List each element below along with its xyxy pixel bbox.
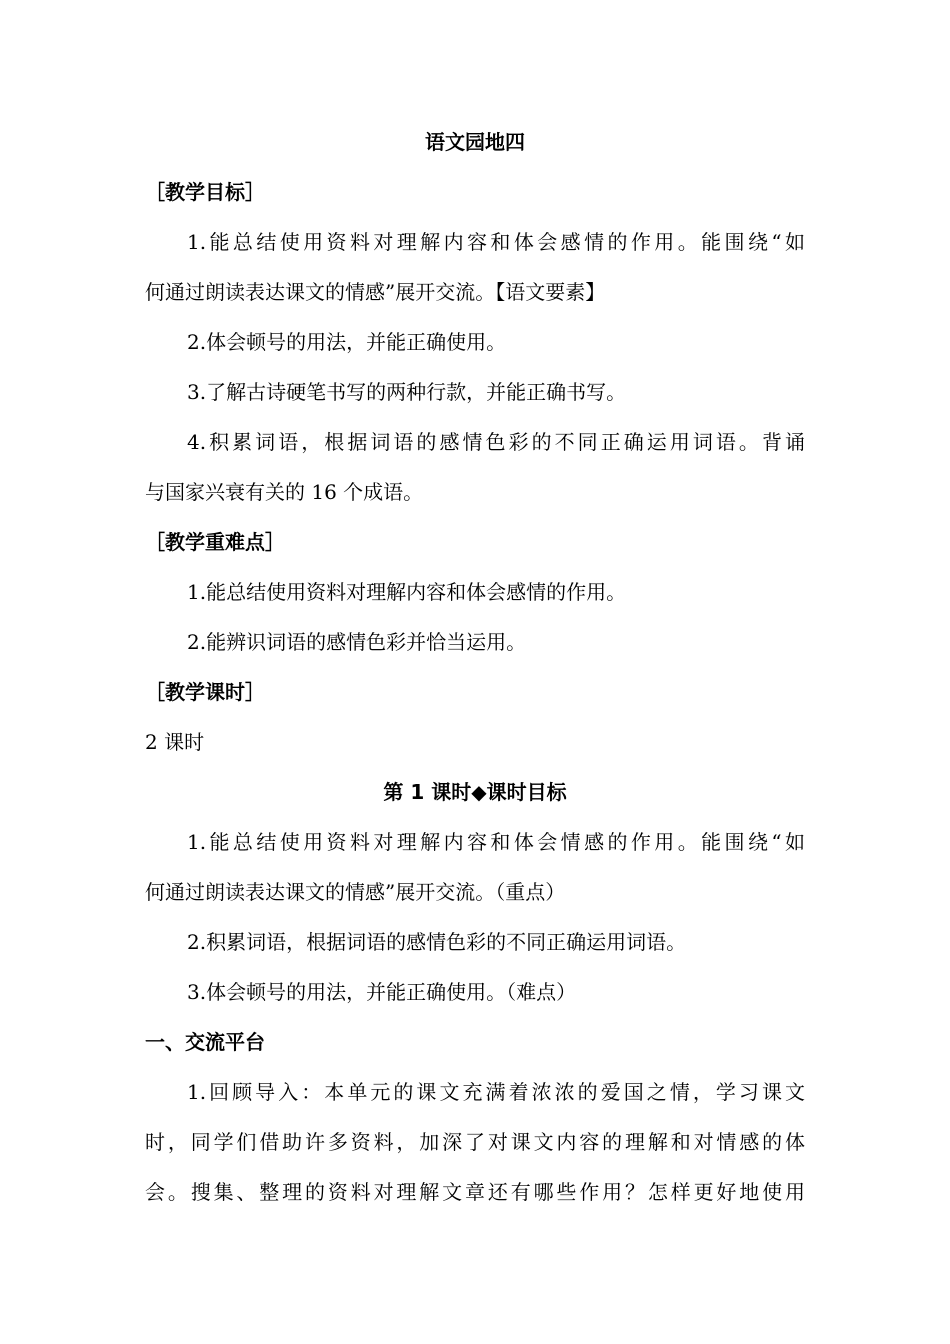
lesson-1-goal-2: 2.积累词语，根据词语的感情色彩的不同正确运用词语。 <box>187 930 687 954</box>
goal-3: 3.了解古诗硬笔书写的两种行款，并能正确书写。 <box>187 380 627 404</box>
goal-1-line-1: 1.能总结使用资料对理解内容和体会感情的作用。能围绕“如 <box>187 230 805 254</box>
part-1-paragraph-line-3: 会。搜集、整理的资料对理解文章还有哪些作用？怎样更好地使用 <box>145 1180 805 1204</box>
part-1-paragraph-line-1: 1.回顾导入：本单元的课文充满着浓浓的爱国之情，学习课文 <box>187 1080 805 1104</box>
goal-4-line-2: 与国家兴衰有关的 16 个成语。 <box>145 480 424 504</box>
lesson-1-goal-1-line-1: 1.能总结使用资料对理解内容和体会情感的作用。能围绕“如 <box>187 830 805 854</box>
part-1-heading: 一、交流平台 <box>145 1030 265 1054</box>
keypoint-1: 1.能总结使用资料对理解内容和体会感情的作用。 <box>187 580 627 604</box>
goal-4-line-1: 4.积累词语，根据词语的感情色彩的不同正确运用词语。背诵 <box>187 430 805 454</box>
section-heading-hours: ［教学课时］ <box>145 680 265 704</box>
section-heading-keypoints: ［教学重难点］ <box>145 530 285 554</box>
class-hours: 2 课时 <box>145 730 205 754</box>
part-1-paragraph-line-2: 时，同学们借助许多资料，加深了对课文内容的理解和对情感的体 <box>145 1130 805 1154</box>
document-page <box>145 117 805 1217</box>
lesson-1-goal-1-line-2: 何通过朗读表达课文的情感”展开交流。（重点） <box>145 880 566 904</box>
lesson-1-goal-3: 3.体会顿号的用法，并能正确使用。（难点） <box>187 980 577 1004</box>
goal-1-line-2: 何通过朗读表达课文的情感”展开交流。【语文要素】 <box>145 280 606 304</box>
page-title: 语文园地四 <box>425 130 525 154</box>
keypoint-2: 2.能辨识词语的感情色彩并恰当运用。 <box>187 630 527 654</box>
goal-2: 2.体会顿号的用法，并能正确使用。 <box>187 330 507 354</box>
lesson-1-title: 第 1 课时◆课时目标 <box>383 780 567 804</box>
section-heading-goals: ［教学目标］ <box>145 180 265 204</box>
